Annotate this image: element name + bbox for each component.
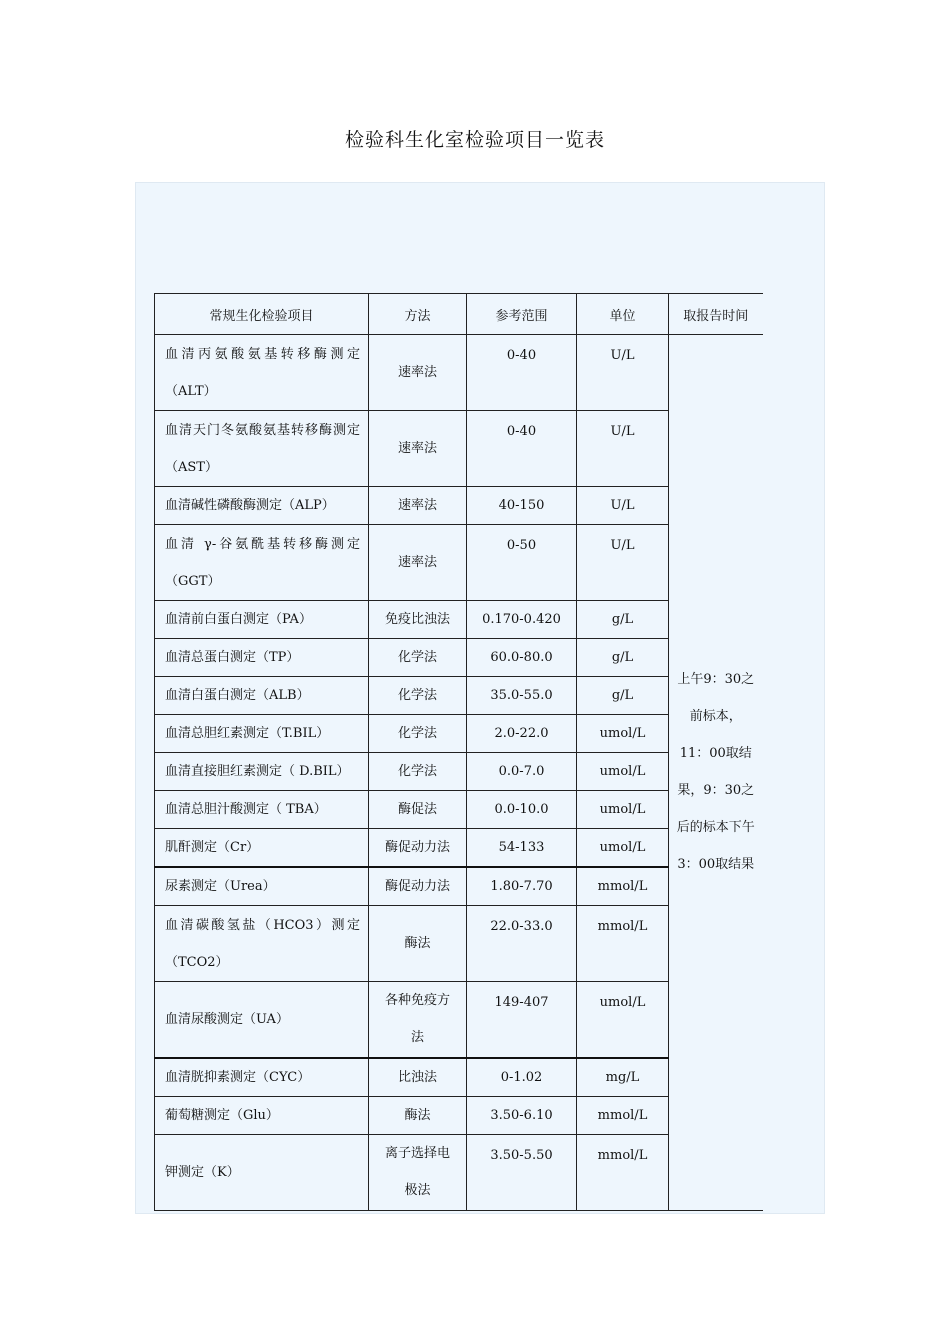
test-method: 免疫比浊法 [369, 601, 467, 639]
header-method: 方法 [369, 294, 467, 335]
test-unit: g/L [577, 677, 669, 715]
test-name: 血清天门冬氨酸氨基转移酶测定（AST） [155, 411, 369, 487]
test-method: 酶法 [369, 1096, 467, 1134]
test-name: 钾测定（K） [155, 1134, 369, 1210]
test-name: 血清碳酸氢盐（HCO3）测定（TCO2） [155, 906, 369, 982]
test-range: 54-133 [467, 829, 577, 868]
test-method: 速率法 [369, 487, 467, 525]
test-unit: umol/L [577, 982, 669, 1058]
test-unit: U/L [577, 525, 669, 601]
test-name: 血清尿酸测定（UA） [155, 982, 369, 1058]
test-method: 化学法 [369, 639, 467, 677]
test-range: 2.0-22.0 [467, 715, 577, 753]
test-range: 3.50-5.50 [467, 1134, 577, 1210]
test-range: 0.0-7.0 [467, 753, 577, 791]
header-reference-range: 参考范围 [467, 294, 577, 335]
test-unit: U/L [577, 335, 669, 411]
page-title: 检验科生化室检验项目一览表 [344, 129, 605, 151]
lab-test-table [154, 293, 763, 1211]
test-range: 22.0-33.0 [467, 906, 577, 982]
test-unit: U/L [577, 487, 669, 525]
test-unit: mmol/L [577, 906, 669, 982]
test-unit: umol/L [577, 791, 669, 829]
test-name: 肌酐测定（Cr） [155, 829, 369, 868]
test-unit: umol/L [577, 753, 669, 791]
test-method: 化学法 [369, 677, 467, 715]
test-method: 酶促动力法 [369, 829, 467, 868]
test-method: 酶促动力法 [369, 867, 467, 906]
test-range: 0-50 [467, 525, 577, 601]
test-range: 149-407 [467, 982, 577, 1058]
test-range: 0.170-0.420 [467, 601, 577, 639]
test-unit: mmol/L [577, 1096, 669, 1134]
header-unit: 单位 [577, 294, 669, 335]
test-range: 40-150 [467, 487, 577, 525]
header-test-item: 常规生化检验项目 [155, 294, 369, 335]
test-name: 葡萄糖测定（Glu） [155, 1096, 369, 1134]
table-row [155, 335, 763, 411]
test-method: 速率法 [369, 525, 467, 601]
test-method: 化学法 [369, 715, 467, 753]
test-name: 血清丙氨酸氨基转移酶测定（ALT） [155, 335, 369, 411]
test-name: 尿素测定（Urea） [155, 867, 369, 906]
test-unit: mmol/L [577, 1134, 669, 1210]
header-report-time: 取报告时间 [669, 294, 763, 335]
test-name: 血清总蛋白测定（TP） [155, 639, 369, 677]
report-time-note: 上午9：30之前标本，11：00取结果，9：30之后的标本下午3：00取结果 [669, 335, 763, 1211]
test-unit: mmol/L [577, 867, 669, 906]
test-method: 速率法 [369, 335, 467, 411]
test-range: 0.0-10.0 [467, 791, 577, 829]
test-name: 血清碱性磷酸酶测定（ALP） [155, 487, 369, 525]
test-name: 血清胱抑素测定（CYC） [155, 1058, 369, 1097]
test-name: 血清总胆汁酸测定（ TBA） [155, 791, 369, 829]
test-unit: umol/L [577, 715, 669, 753]
test-unit: mg/L [577, 1058, 669, 1097]
test-method: 速率法 [369, 411, 467, 487]
test-method: 离子选择电极法 [369, 1134, 467, 1210]
test-range: 0-40 [467, 411, 577, 487]
test-name: 血清前白蛋白测定（PA） [155, 601, 369, 639]
test-range: 1.80-7.70 [467, 867, 577, 906]
test-name: 血清白蛋白测定（ALB） [155, 677, 369, 715]
test-range: 60.0-80.0 [467, 639, 577, 677]
test-name: 血清总胆红素测定（T.BIL） [155, 715, 369, 753]
test-range: 3.50-6.10 [467, 1096, 577, 1134]
test-unit: g/L [577, 601, 669, 639]
test-unit: g/L [577, 639, 669, 677]
test-method: 酶法 [369, 906, 467, 982]
test-name: 血清直接胆红素测定（ D.BIL） [155, 753, 369, 791]
test-unit: umol/L [577, 829, 669, 868]
test-range: 35.0-55.0 [467, 677, 577, 715]
test-method: 酶促法 [369, 791, 467, 829]
test-unit: U/L [577, 411, 669, 487]
test-method: 化学法 [369, 753, 467, 791]
test-method: 比浊法 [369, 1058, 467, 1097]
test-range: 0-1.02 [467, 1058, 577, 1097]
test-range: 0-40 [467, 335, 577, 411]
test-method: 各种免疫方法 [369, 982, 467, 1058]
test-name: 血清 γ-谷氨酰基转移酶测定（GGT） [155, 525, 369, 601]
